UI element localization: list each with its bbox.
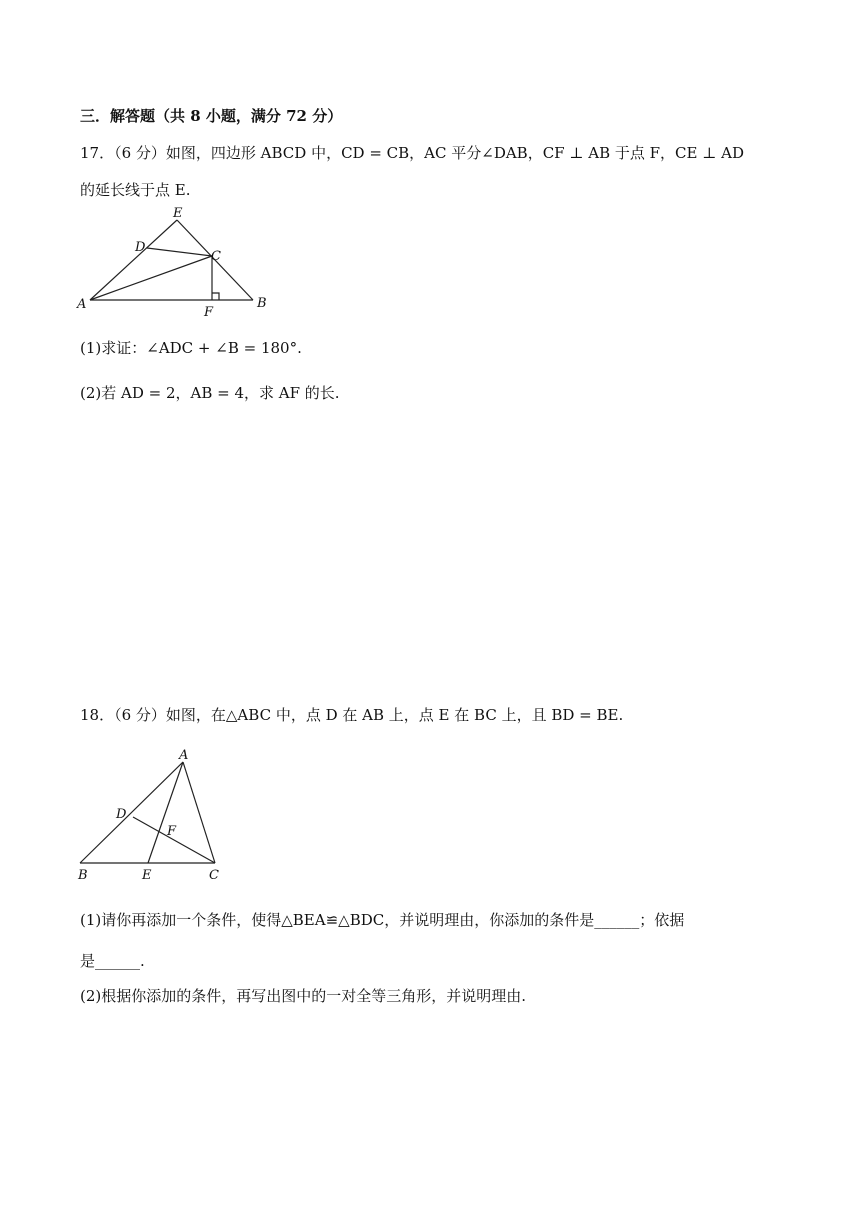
section-heading: 三．解答题（共 8 小题，满分 72 分） xyxy=(80,107,343,125)
label-A: A xyxy=(179,748,189,763)
q17-figure xyxy=(70,204,280,322)
label-B: B xyxy=(257,296,267,311)
q18-part2: (2)根据你添加的条件，再写出图中的一对全等三角形，并说明理由. xyxy=(80,987,527,1005)
label-C: C xyxy=(211,249,221,264)
q17-part2: (2)若 AD = 2，AB = 4，求 AF 的长. xyxy=(80,384,340,402)
q17-part1: (1)求证：∠ADC + ∠B = 180°. xyxy=(80,339,302,357)
label-C: C xyxy=(209,868,219,883)
q18-stem-line1: 18．（6 分）如图，在△ABC 中，点 D 在 AB 上，点 E 在 BC 上，且 BD = BE. xyxy=(80,706,624,724)
label-E: E xyxy=(173,206,183,221)
segment-BA xyxy=(80,762,183,863)
q17-stem-line1: 17．（6 分）如图，四边形 ABCD 中，CD = CB，AC 平分∠DAB，CF ⊥ AB 于点 F，CE ⊥ AD xyxy=(80,144,744,162)
label-D: D xyxy=(116,807,127,822)
label-E: E xyxy=(142,868,152,883)
label-F: F xyxy=(204,305,214,320)
label-F: F xyxy=(167,824,177,839)
label-D: D xyxy=(135,240,146,255)
right-angle-mark xyxy=(212,293,219,300)
segment-AC xyxy=(90,256,212,300)
q17-stem-line2: 的延长线于点 E. xyxy=(80,181,191,199)
segment-AE xyxy=(148,762,183,863)
q18-part1-line1: (1)请你再添加一个条件，使得△BEA≌△BDC，并说明理由，你添加的条件是______；依据 xyxy=(80,911,685,929)
label-A: A xyxy=(77,297,87,312)
segment-AE xyxy=(90,220,177,300)
q18-figure xyxy=(70,746,240,886)
label-B: B xyxy=(78,868,88,883)
segment-DC xyxy=(147,248,212,256)
q18-part1-line2: 是______. xyxy=(80,952,145,970)
